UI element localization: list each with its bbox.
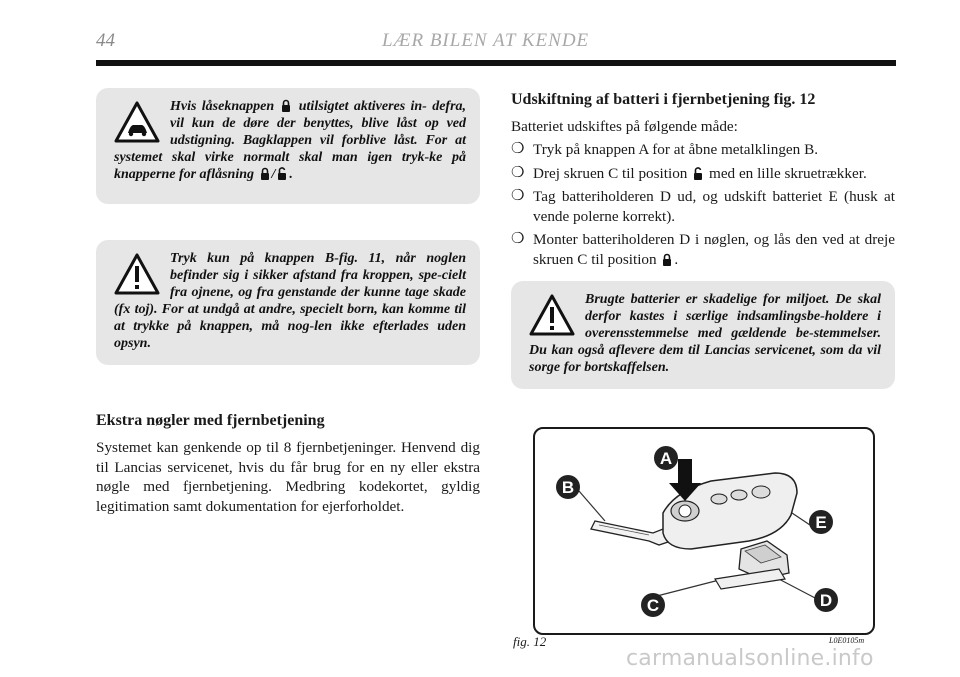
label-c xyxy=(641,593,665,617)
svg-text:E: E xyxy=(815,513,827,532)
section-title: LÆR BILEN AT KENDE xyxy=(382,30,590,51)
battery-intro: Batteriet udskiftes på følgende måde: xyxy=(511,118,738,135)
list-item: ❍ Drej skruen C til position med en lille skruetrækker. xyxy=(511,164,867,182)
svg-text:C: C xyxy=(646,596,660,615)
extra-keys-heading: Ekstra nøgler med fjernbetjening xyxy=(96,412,325,429)
battery-holder xyxy=(715,541,789,589)
warning-triangle-icon xyxy=(529,293,575,337)
warning-box-batteries xyxy=(511,281,895,389)
list-item: ❍ Tag batteriholderen D ud, og udskift batteriet E (husk at vende polerne korrekt). xyxy=(511,188,895,225)
key-fob-illustration xyxy=(535,429,873,633)
header-rule xyxy=(96,60,896,66)
list-item: ❍ Monter batteriholderen D i nøglen, og lås den ved at dreje skruen C til position . xyxy=(511,231,895,268)
bullet-icon: ❍ xyxy=(511,231,525,247)
bullet-icon: ❍ xyxy=(511,164,525,181)
figure-key-battery xyxy=(533,427,875,635)
warning-text-key-button: Tryk kun på knappen B-fig. 11, når noglen befinder sig i sikker afstand fra kroppen, spe-cielt fra ojnene, og fra genstande der kunne tage skade (fx toj). For at undgå at andre, specielt born, kan komme til at trykke på knappen, må nog-len ikke efterlades uden opsyn. xyxy=(114,251,466,351)
label-d xyxy=(814,588,838,612)
svg-text:D: D xyxy=(819,591,833,610)
warning-triangle-icon xyxy=(114,252,160,296)
warning-box-lock-button xyxy=(96,88,480,204)
battery-heading: Udskiftning af batteri i fjernbetjening fig. 12 xyxy=(511,91,816,108)
lock-closed-icon xyxy=(281,99,291,112)
list-item: ❍ Tryk på knappen A for at åbne metalklingen B. xyxy=(511,141,818,158)
car-warning-icon xyxy=(114,100,160,144)
svg-text:B: B xyxy=(561,478,575,497)
lock-closed-icon xyxy=(662,253,672,266)
lock-open-icon xyxy=(693,167,703,180)
warning-text-batteries: Brugte batterier er skadelige for miljoet. De skal derfor kastes i særlige indsamlingsbe-holdere i overensstemmelse med gældende be-stemmelser. Du kan også aflevere dem til Lancias servicenet, som da vil sorge for bortskaffelsen. xyxy=(529,292,881,375)
lock-closed-icon xyxy=(260,167,270,180)
figure-caption: fig. 12 xyxy=(513,634,547,649)
page-header xyxy=(96,30,896,56)
label-b xyxy=(556,475,580,499)
figure-code: L0E0105m xyxy=(829,636,865,645)
key-blade xyxy=(591,521,671,545)
watermark: carmanualsonline.info xyxy=(626,646,874,671)
warning-box-key-button xyxy=(96,240,480,365)
page-number: 44 xyxy=(96,30,115,51)
lock-open-icon xyxy=(277,167,287,180)
extra-keys-body: Systemet kan genkende op til 8 fjernbetjeninger. Henvend dig til Lancias servicenet, hvis du får brug for en ny eller ekstra nøgle med fjernbetjening. Medbring kodekortet, gyldig legitimation samt dokumentation for ejerforholdet. xyxy=(96,439,480,515)
label-e xyxy=(809,510,833,534)
bullet-icon: ❍ xyxy=(511,188,525,204)
label-a xyxy=(654,446,678,470)
bullet-icon: ❍ xyxy=(511,141,525,157)
svg-text:A: A xyxy=(659,449,673,468)
battery-steps-list xyxy=(511,140,895,273)
warning-text-lock-button: Hvis låseknappen utilsigtet aktiveres in- defra, vil kun de døre der benyttes, blive låst op ved udstigning. Bagklappen vil forblive låst. For at systemet skal virke normalt skal man igen tryk-ke på knapperne for aflåsning / . xyxy=(114,99,467,182)
